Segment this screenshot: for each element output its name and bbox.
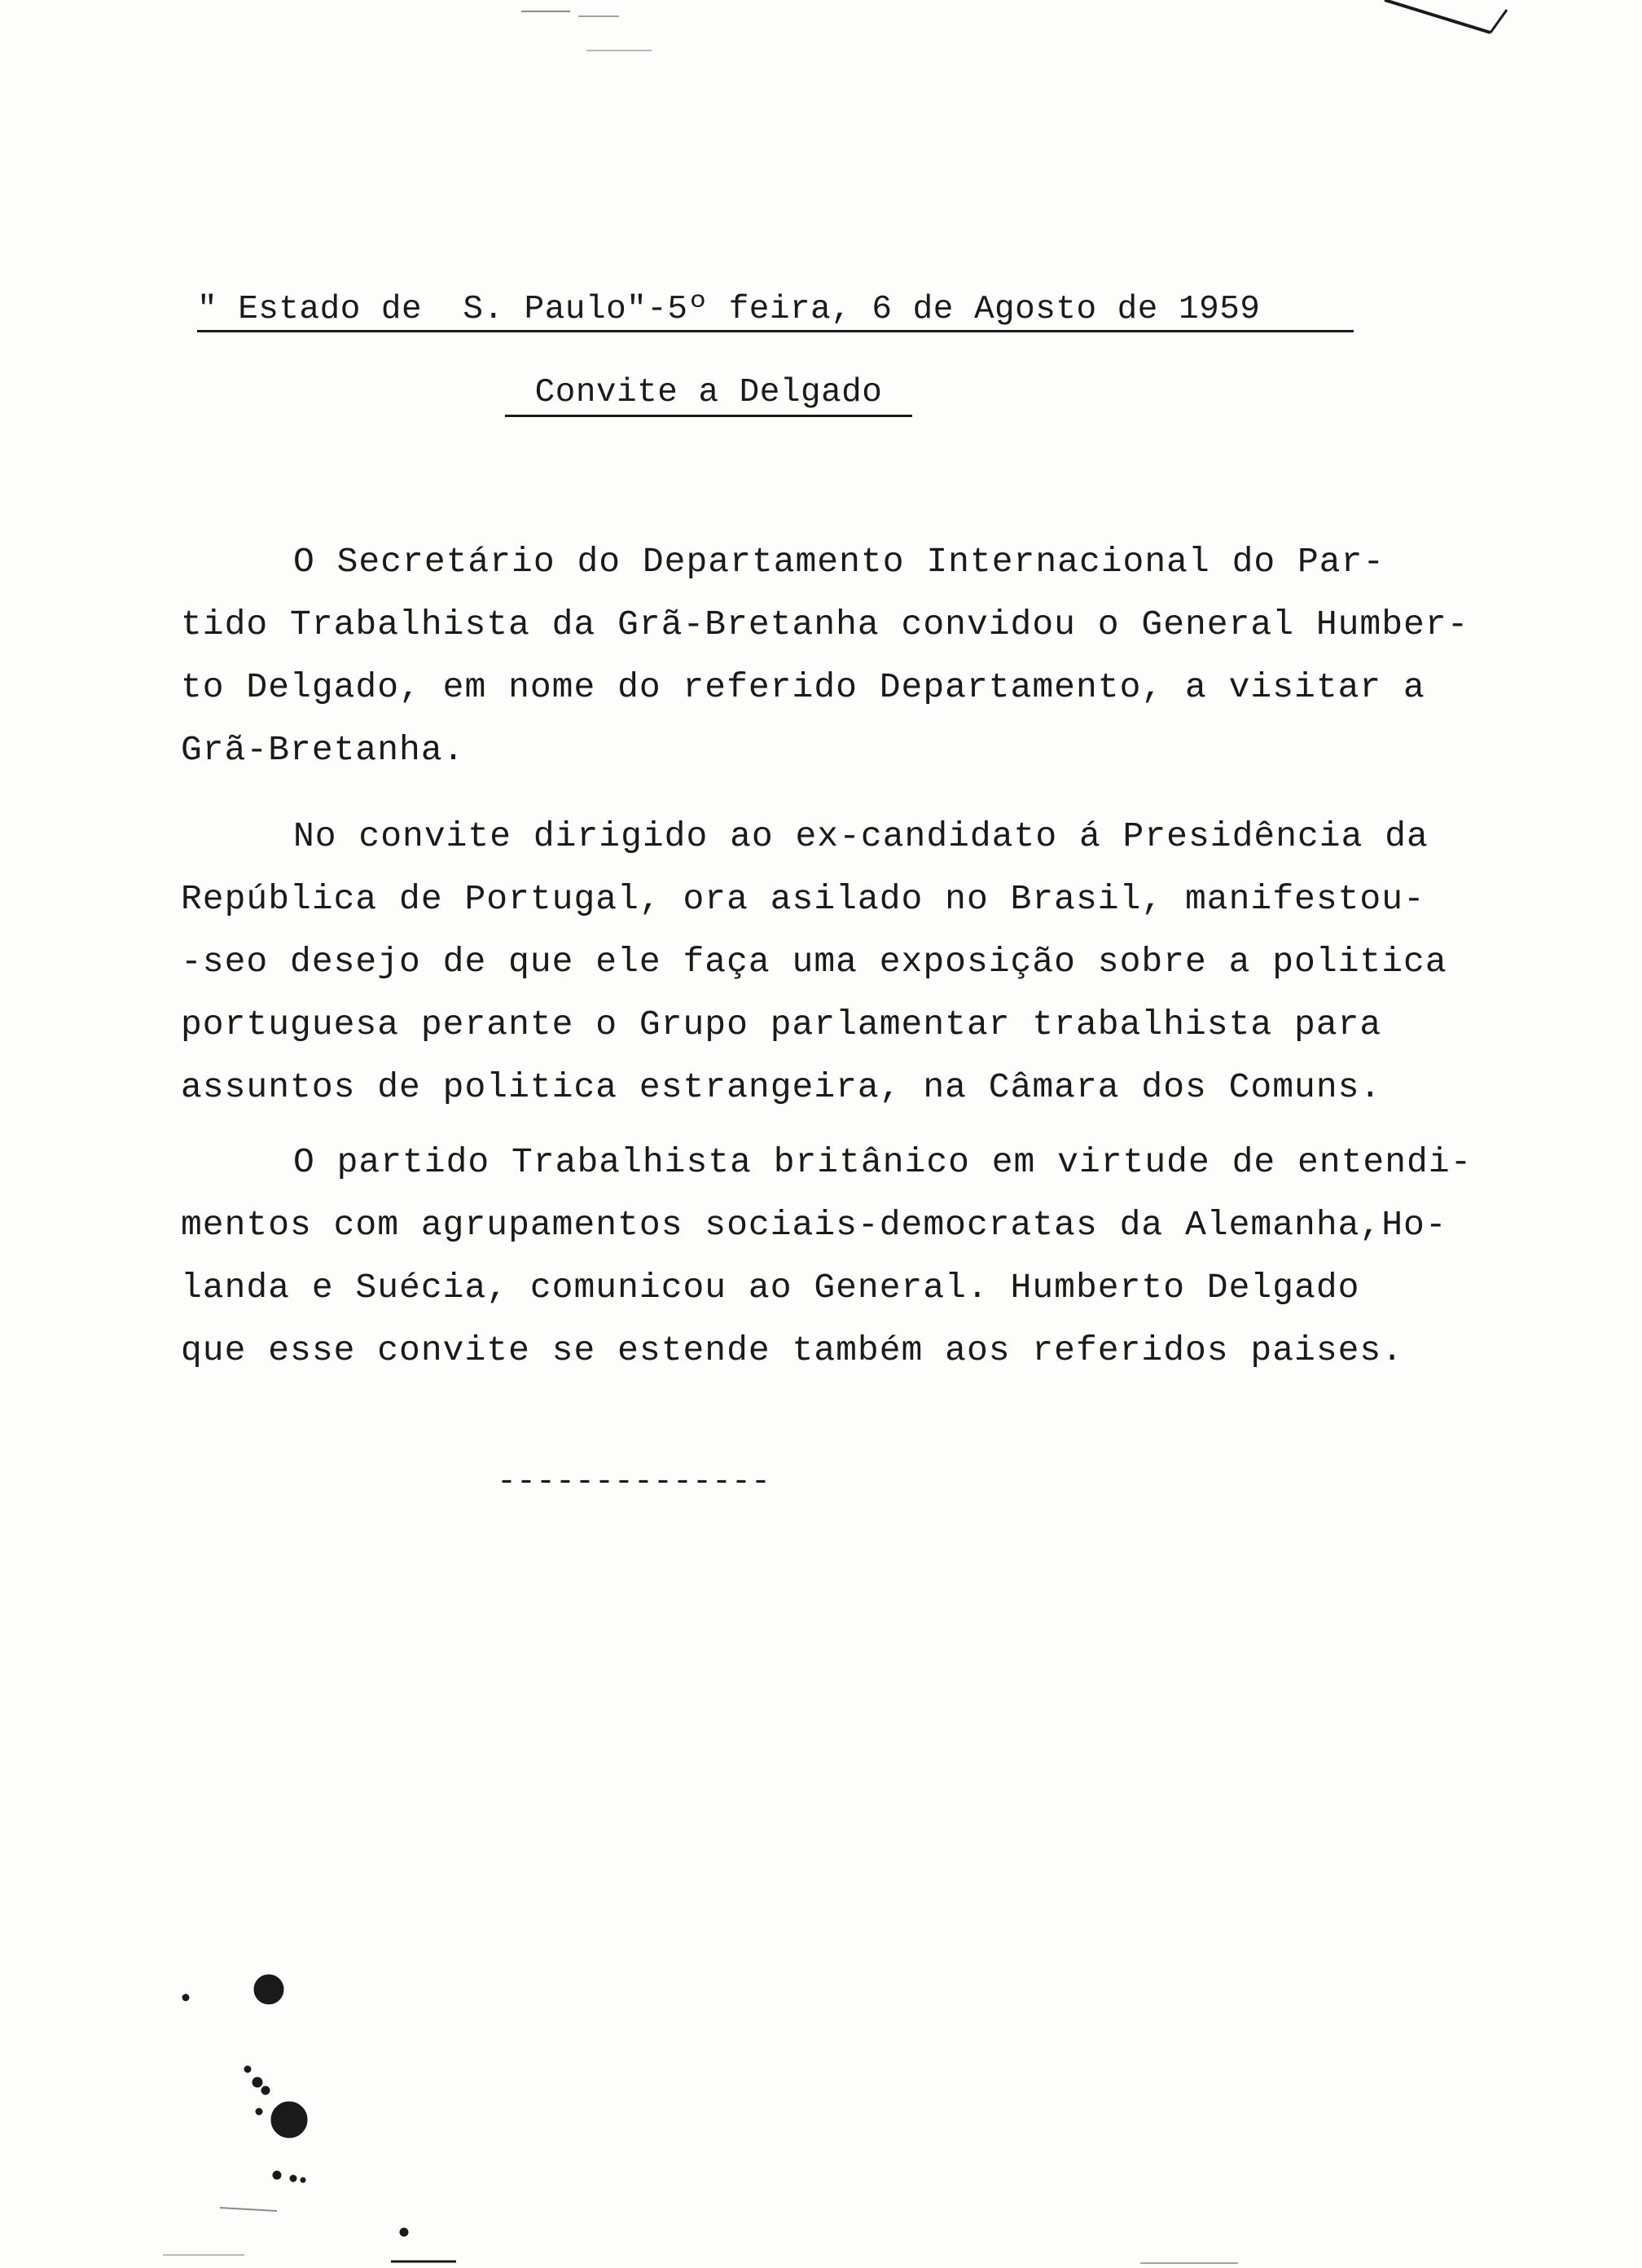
paragraph-2-line-5: assuntos de politica estrangeira, na Câmara dos Comuns. xyxy=(181,1067,1382,1107)
document-title: Convite a Delgado xyxy=(505,376,912,417)
paragraph-3-line-1: O partido Trabalhista britânico em virtude de entendi- xyxy=(293,1142,1473,1182)
closing-divider: -------------- xyxy=(497,1464,771,1501)
paragraph-1-line-3: to Delgado, em nome do referido Departamento, a visitar a xyxy=(181,667,1425,707)
paragraph-2-line-4: portuguesa perante o Grupo parlamentar trabalhista para xyxy=(181,1004,1382,1044)
paragraph-2-line-3: -seo desejo de que ele faça uma exposição sobre a politica xyxy=(181,942,1447,982)
paragraph-2-line-1: No convite dirigido ao ex-candidato á Presidência da xyxy=(293,816,1429,856)
paragraph-3-line-3: landa e Suécia, comunicou ao General. Humberto Delgado xyxy=(181,1268,1360,1308)
paragraph-3-line-2: mentos com agrupamentos sociais-democratas da Alemanha,Ho- xyxy=(181,1205,1447,1245)
paragraph-1-line-4: Grã-Bretanha. xyxy=(181,730,465,770)
newspaper-header: " Estado de S. Paulo"-5º feira, 6 de Agosto de 1959 xyxy=(197,293,1354,332)
paragraph-2-line-2: República de Portugal, ora asilado no Brasil, manifestou- xyxy=(181,879,1425,919)
paragraph-1-line-1: O Secretário do Departamento Internacional do Par- xyxy=(293,542,1385,582)
paragraph-3-line-4: que esse convite se estende também aos referidos paises. xyxy=(181,1330,1404,1370)
paragraph-1-line-2: tido Trabalhista da Grã-Bretanha convidou o General Humber- xyxy=(181,604,1469,644)
